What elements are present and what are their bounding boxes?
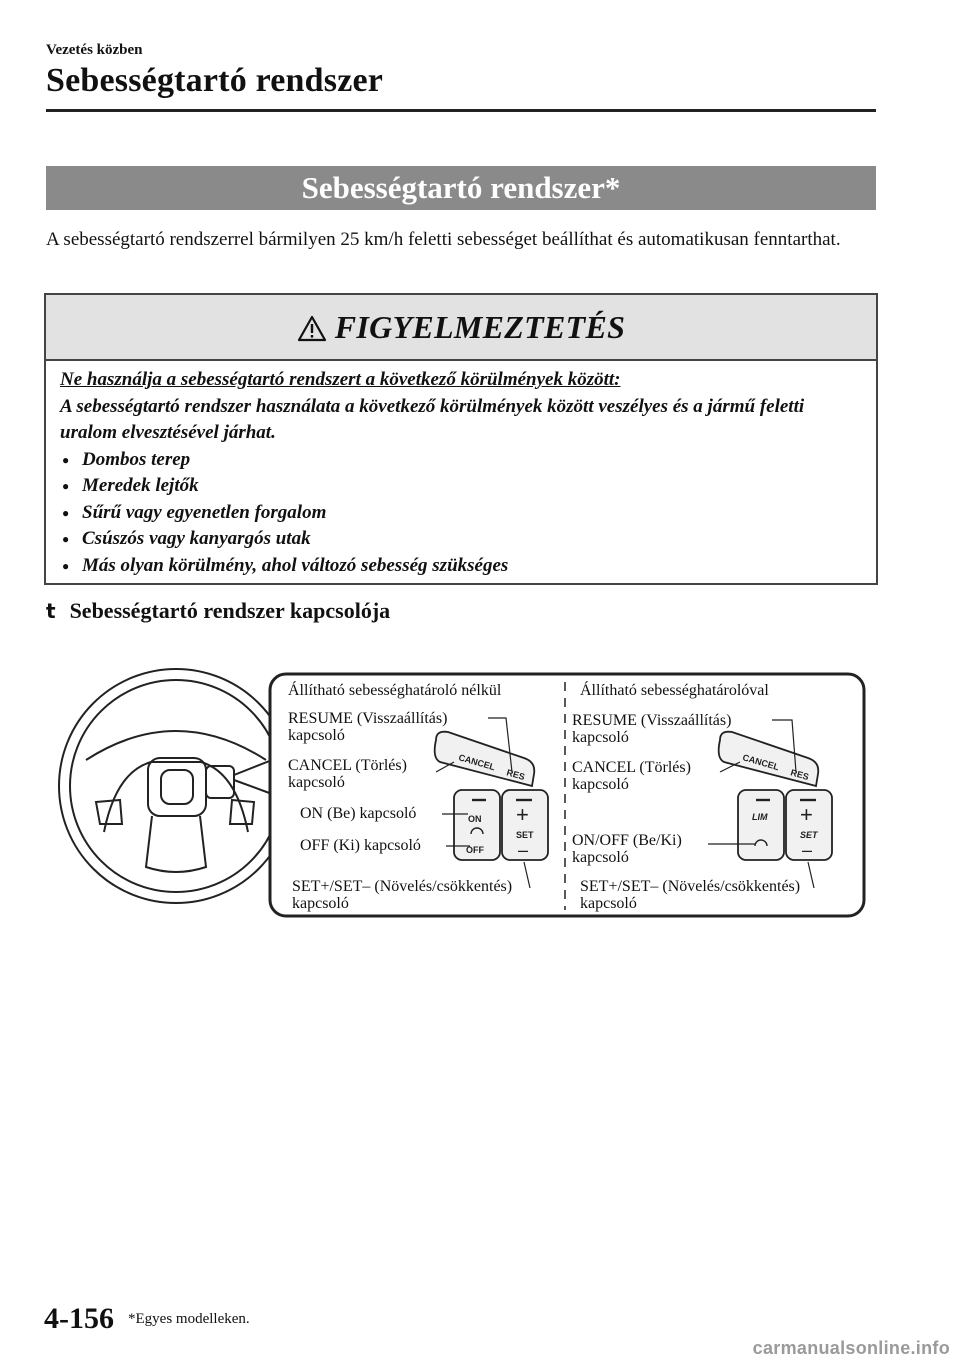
- warning-triangle-icon: [297, 315, 327, 347]
- label-line: kapcsoló: [288, 727, 345, 744]
- on-button-label: ON: [468, 814, 482, 824]
- warning-list: [60, 447, 860, 580]
- subsection-heading: [46, 598, 390, 624]
- page-number: 4-156: [44, 1302, 114, 1335]
- label-line: ON/OFF (Be/Ki): [572, 832, 682, 849]
- label-line: kapcsoló: [580, 895, 637, 912]
- label-line: SET+/SET– (Növelés/csökkentés): [580, 878, 801, 895]
- subsection-marker: t: [46, 599, 56, 623]
- left-heading: Állítható sebességhatároló nélkül: [288, 682, 502, 699]
- label-line: CANCEL (Törlés): [288, 757, 407, 774]
- cruise-switch-diagram: [56, 662, 868, 920]
- label-line: RESUME (Visszaállítás): [288, 710, 448, 727]
- warning-header: [46, 295, 876, 361]
- warning-box: [44, 293, 878, 585]
- minus-label: –: [518, 840, 529, 860]
- left-on-label: ON (Be) kapcsoló: [300, 805, 417, 822]
- minus-label: –: [802, 840, 813, 860]
- res-button-label: RES: [505, 767, 527, 783]
- label-line: SET+/SET– (Növelés/csökkentés): [292, 878, 513, 895]
- warning-body: [60, 367, 860, 579]
- cancel-button-label: CANCEL: [741, 752, 781, 773]
- steering-wheel-illustration: [59, 669, 293, 903]
- set-button-label: SET: [516, 830, 534, 840]
- watermark: carmanualsonline.info: [752, 1338, 950, 1358]
- right-set-label: [580, 878, 800, 912]
- lim-button-label: LIM: [752, 812, 768, 822]
- label-line: kapcsoló: [572, 776, 629, 793]
- subsection-title: Sebességtartó rendszer kapcsolója: [69, 598, 391, 623]
- right-resume-label: [572, 712, 731, 746]
- label-line: kapcsoló: [288, 774, 345, 791]
- right-onoff-label: [572, 832, 682, 866]
- res-button-label: RES: [789, 767, 811, 783]
- label-line: RESUME (Visszaállítás): [572, 712, 732, 729]
- list-item: ● Dombos terep: [60, 447, 860, 474]
- off-button-label: OFF: [466, 845, 484, 855]
- plus-label: +: [800, 802, 813, 827]
- left-set-label: [292, 878, 512, 912]
- left-resume-label: [288, 710, 447, 744]
- right-cancel-label: [572, 759, 691, 793]
- label-line: kapcsoló: [292, 895, 349, 912]
- section-banner: Sebességtartó rendszer*: [46, 166, 876, 210]
- label-line: kapcsoló: [572, 849, 629, 866]
- footnote: *Egyes modelleken.: [128, 1311, 250, 1327]
- left-off-label: OFF (Ki) kapcsoló: [300, 837, 421, 854]
- warning-text: A sebességtartó rendszer használata a következő körülmények között veszélyes és a jármű feletti uralom elvesztésével járhat.: [60, 395, 805, 443]
- title-divider: [46, 109, 876, 112]
- left-cancel-label: [288, 757, 407, 791]
- right-heading: Állítható sebességhatárolóval: [580, 682, 769, 699]
- warning-title: FIGYELMEZTETÉS: [334, 309, 626, 345]
- list-item: ● Más olyan körülmény, ahol változó sebesség szükséges: [60, 553, 860, 580]
- warning-lead: Ne használja a sebességtartó rendszert a következő körülmények között:: [60, 369, 621, 390]
- section-label: Vezetés közben: [46, 42, 143, 58]
- set-button-label: SET: [800, 830, 818, 840]
- cancel-button-label: CANCEL: [457, 752, 497, 773]
- list-item: ● Csúszós vagy kanyargós utak: [60, 526, 860, 553]
- plus-label: +: [516, 802, 529, 827]
- label-line: kapcsoló: [572, 729, 629, 746]
- intro-paragraph: A sebességtartó rendszerrel bármilyen 25 km/h feletti sebességet beállíthat és automatikusan fenntarthat.: [46, 229, 841, 250]
- list-item: ● Sűrű vagy egyenetlen forgalom: [60, 500, 860, 527]
- list-item: ● Meredek lejtők: [60, 473, 860, 500]
- page-title: Sebességtartó rendszer: [46, 62, 384, 99]
- label-line: CANCEL (Törlés): [572, 759, 691, 776]
